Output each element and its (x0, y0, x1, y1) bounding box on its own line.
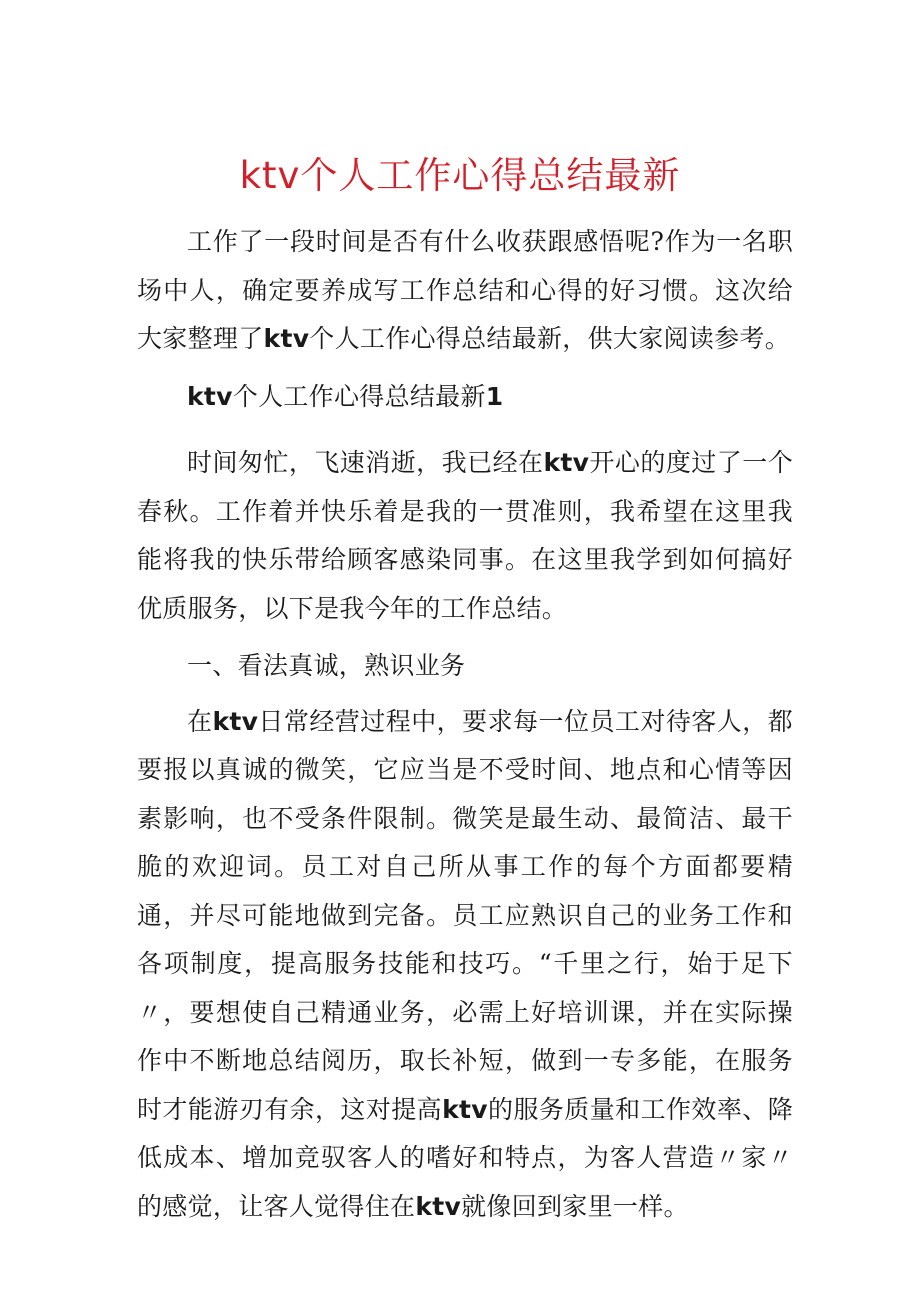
paragraph-2-text-2: 日常经营过程中，要求每一位员工对待客人，都要报以真诚的微笑，它应当是不受时间、地点和心情等因素影响，也不受条件限制。微笑是最生动、最简洁、最干脆的欢迎词。员工对自己所从事工作的每个方面都要精通，并尽可能地做到完备。员工应熟识自己的业务工作和各项制度，提高服务技能和技巧。“千里之行，始于足下〃，要想使自己精通业务，必需上好培训课，并在实际操作中不断地总结阅历，取长补短，做到一专多能，在服务时才能游刃有余，这对提高 (137, 706, 793, 1124)
intro-text-2: 个人工作心得总结最新，供大家阅读参考。 (309, 324, 790, 353)
intro-text-1: 工作了一段时间是否有什么收获跟感悟呢?作为一名职场中人，确定要养成写工作总结和心得的好习惯。这次给大家整理了 (137, 227, 793, 353)
subheading-1: 一、看法真诚，熟识业务 (187, 651, 466, 680)
paragraph-2 (137, 698, 793, 1232)
paragraph-1-text-1: 时间匆忙，飞速消逝，我已经在 (187, 448, 544, 477)
paragraph-1-text-2: 开心的度过了一个春秋。工作着并快乐着是我的一贯准则，我希望在这里我能将我的快乐带给顾客感染同事。在这里我学到如何搞好优质服务，以下是我今年的工作总结。 (137, 448, 793, 623)
section-heading-number: 1 (485, 381, 504, 411)
keyword-ktv: ktv (415, 1191, 462, 1221)
keyword-ktv: ktv (442, 1094, 488, 1124)
keyword-ktv: ktv (187, 381, 233, 411)
section-heading-text: 个人工作心得总结最新 (232, 381, 486, 411)
document-title: ktv个人工作心得总结最新 (239, 154, 681, 197)
document-body (137, 218, 793, 1240)
keyword-ktv: ktv (263, 324, 310, 353)
paragraph-2-text-3: 的服务质量和工作效率、降低成本、增加竞驭客人的嗜好和特点，为客人营造〃家〃的感觉，让客人觉得住在 (137, 1094, 793, 1221)
paragraph-2-text-4: 就像回到家里一样。 (461, 1191, 689, 1221)
keyword-ktv: ktv (212, 706, 259, 736)
paragraph-2-text-1: 在 (187, 706, 213, 736)
section-heading (137, 373, 793, 422)
intro-paragraph (137, 218, 793, 364)
keyword-ktv: ktv (543, 448, 590, 477)
paragraph-1 (137, 439, 793, 633)
